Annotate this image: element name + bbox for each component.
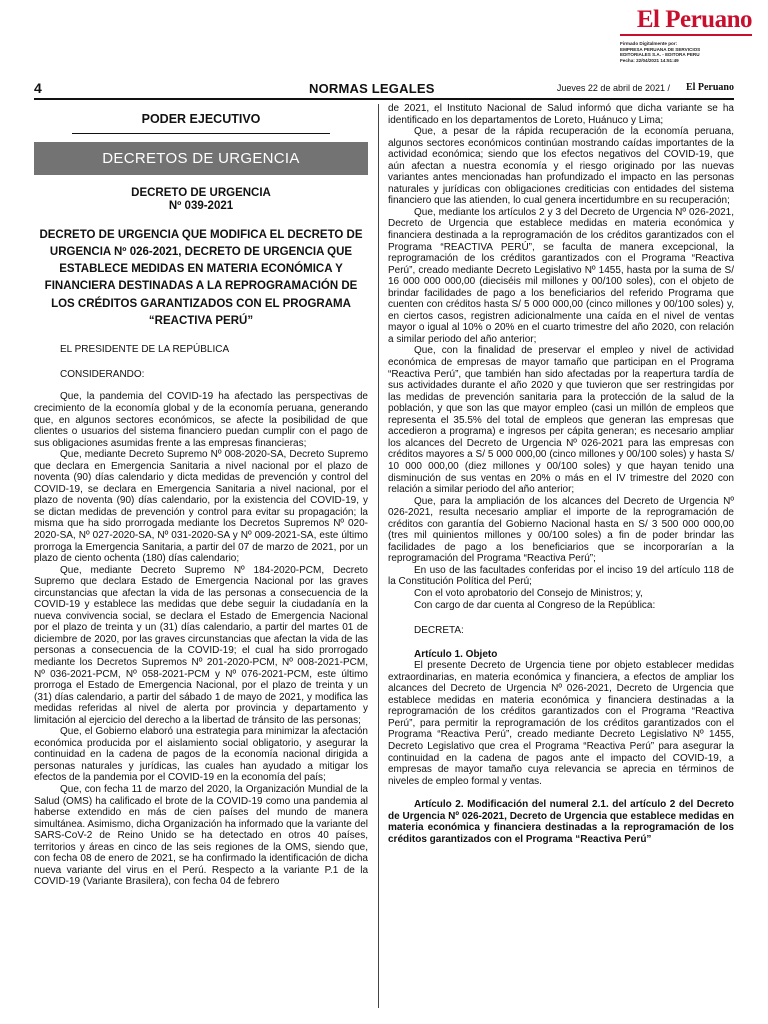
running-head — [34, 80, 734, 100]
right-column — [388, 103, 734, 845]
paragraph: Que, con fecha 11 de marzo del 2020, la Organización Mundial de la Salud (OMS) ha calificado el brote de la COVID-19 como una pandemia al haberse extendido en más de cien países del mundo de manera simultánea. Asimismo, dicha Organización ha informado que la variante del SARS-CoV-2 de Reino Unido se ha detectado en otros 40 países, territorios y áreas en cinco de las seis regiones de la OMS, siendo que, con fecha 08 de enero de 2021, se ha confirmado la identificación de dicha nueva variante del virus en el Perú. Respecto a la variante P.1 de la COVID-19 (Variante Brasilera), con fecha 04 de febrero — [34, 784, 368, 888]
digital-signature-stamp: Firmado Digitalmente por: EMPRESA PERUANA DE SERVICIOS EDITORIALES S.A. - EDITORA PERU Fecha: 22/04/2021 14:51:49 — [620, 41, 701, 63]
issue-date: Jueves 22 de abril de 2021 / — [556, 83, 670, 93]
publication-name: El Peruano — [685, 82, 734, 93]
decree-number-block — [34, 187, 368, 213]
column-divider — [378, 104, 379, 1008]
poder-ejecutivo-heading: PODER EJECUTIVO — [72, 106, 330, 134]
paragraph: Que, la pandemia del COVID-19 ha afectado las perspectivas de crecimiento de la economía global y de la economía peruana, generando que, en algunos sectores económicos, se afecte la posibilidad de que clientes o usuarios del sistema financiero puedan cumplir con el pago de sus obligaciones asumidas frente a las empresas financieras; — [34, 391, 368, 449]
decree-number: Nº 039-2021 — [168, 199, 234, 212]
logo-underline — [620, 34, 752, 36]
paragraph: Que, para la ampliación de los alcances del Decreto de Urgencia Nº 026-2021, resulta necesario ampliar el importe de la reprogramación de créditos con garantía del Gobierno Nacional hasta en S/ 3 500 000 000,00 (tres mil quinientos millones y 00/100 soles) a fin de poder brindar las facilidades de pago a los beneficiarios que se incorporarían a la reprogramación del Programa “Reactiva Perú”; — [388, 495, 734, 565]
paragraph: Que, mediante Decreto Supremo Nº 184-2020-PCM, Decreto Supremo que declara Estado de Emergencia Nacional por las graves circunstancias que afectan la vida de las personas a consecuencia de la COVID-19 y establece las medidas que debe seguir la ciudadanía en la nueva convivencia social, se declara el Estado de Emergencia Nacional por el plazo de treinta y un (31) días calendario, a partir del martes 01 de diciembre de 2020, por las graves circunstancias que afectan la vida de las personas a consecuencia de la COVID-19; el cual ha sido prorrogado mediante los Decretos Supremos Nº 201-2020-PCM, Nº 008-2021-PCM, Nº 036-2021-PCM, Nº 058-2021-PCM y Nº 076-2021-PCM, este último prorroga el Estado de Emergencia Nacional, por el plazo de treinta y un (31) días calendario, a partir del sábado 1 de mayo de 2021, y modifica las medidas referidas al nivel de alerta por provincia y departamento y limitación al ejercicio del derecho a la libertad de tránsito de las personas; — [34, 564, 368, 726]
masthead — [0, 0, 768, 78]
section-title: NORMAS LEGALES — [309, 81, 435, 96]
article-2-heading: Artículo 2. Modificación del numeral 2.1. del artículo 2 del Decreto de Urgencia Nº 026-2021, Decreto de Urgencia que establece medidas en materia económica y financiera destinadas a la reprogramación de los créditos garantizados con el Programa “Reactiva Perú” — [388, 799, 734, 845]
decree-title: DECRETO DE URGENCIA QUE MODIFICA EL DECRETO DE URGENCIA Nº 026-2021, DECRETO DE URGENCIA QUE ESTABLECE MEDIDAS EN MATERIA ECONÓMICA Y FINANCIERA DESTINADAS A LA REPROGRAMACIÓN DE LOS CRÉDITOS GARANTIZADOS CON EL PROGRAMA “REACTIVA PERÚ” — [39, 228, 363, 328]
considerando-heading: CONSIDERANDO: — [60, 368, 145, 380]
paragraph: Que, con la finalidad de preservar el empleo y nivel de actividad económica de empresas de mayor tamaño que participan en el Programa “Reactiva Perú”, que también han sido afectadas por la reapertura tardía de sus actividades durante el año 2020 y que tuvieron que ser restringidas por las medidas de prevención sanitaria para la protección de la salud de la población, y que son las que mayor empleo (casi un millón de empleos que representa el 35.5% del total de empleos que generan las empresas que accedieron a programa) e ingresos per cápita generan; es necesario ampliar los alcances del Decreto de Urgencia Nº 026-2021 para las empresas con créditos mayores a S/ 5 000 000,00 (cinco millones y 00/100 soles) y hasta S/ 10 000 000,00 (diez millones y 00/100 soles) y que hayan tenido una disminución de sus ventas en 20% o más en el IV trimestre del 2020 con relación a similar periodo del año anterior; — [388, 345, 734, 496]
paragraph: Que, mediante los artículos 2 y 3 del Decreto de Urgencia Nº 026-2021, Decreto de Urgencia que establece medidas en materia económica y financiera destinada a la reprogramación de los créditos garantizados con el Programa “REACTIVA PERÚ”, se faculta de manera excepcional, la reprogramación de los créditos garantizados con el Programa “Reactiva Perú”, creado mediante Decreto Legislativo Nº 1455, hasta por la suma de S/ 16 000 000 000,00 (dieciséis mil millones y 00/100 soles), con el objeto de brindar facilidades de pago a los beneficiarios del referido Programa que cuenten con créditos hasta S/ 5 000 000,00 (cinco millones y 00/100 soles) y, en ciertos casos, registren adicionalmente una caída en el nivel de ventas mayor o igual al 10% o 20% en el cuarto trimestre del año 2020, con relación a similar periodo del año anterior; — [388, 206, 734, 345]
paragraph: Con el voto aprobatorio del Consejo de Ministros; y, — [414, 587, 643, 599]
el-peruano-logo: El Peruano — [636, 6, 752, 33]
page-number: 4 — [34, 80, 42, 96]
left-column — [34, 106, 368, 888]
paragraph: En uso de las facultades conferidas por el inciso 19 del artículo 118 de la Constitución Política del Perú; — [388, 564, 734, 588]
paragraph: Que, el Gobierno elaboró una estrategia para minimizar la afectación económica producida por el aislamiento social obligatorio, y asegurar la continuidad en la cadena de pagos de la economía nacional dirigida a personas naturales y jurídicas, las cuales han ayudado a mitigar los efectos de la pandemia por el COVID-19 en la economía del país; — [34, 726, 368, 784]
paragraph: Que, a pesar de la rápida recuperación de la economía peruana, algunos sectores económicos continúan mostrando caídas importantes de la actividad económica; siendo que los efectos negativos del COVID-19, que aún afectan a nuestra economía y el riesgo originado por las nuevas variantes antes mencionadas han profundizado el impacto en las personas naturales y jurídicas con obligaciones crediticias con entidades del sistema financiero que las atienden, lo cual genera incertidumbre en su recuperación; — [388, 126, 734, 207]
decretos-de-urgencia-banner: DECRETOS DE URGENCIA — [34, 142, 368, 175]
paragraph: de 2021, el Instituto Nacional de Salud informó que dicha variante se ha identificado en los departamentos de Loreto, Huánuco y Lima; — [388, 103, 734, 126]
decree-label: DECRETO DE URGENCIA — [131, 186, 271, 199]
decreta-heading: DECRETA: — [414, 625, 464, 637]
president-line: EL PRESIDENTE DE LA REPÚBLICA — [60, 344, 230, 356]
article-1-body: El presente Decreto de Urgencia tiene por objeto establecer medidas extraordinarias, en materia económica y financiera, a efectos de ampliar los alcances del Decreto de Urgencia Nº 026-2021, Decreto de Urgencia que establece medidas en materia económica y financiera destinadas a la reprogramación de los créditos garantizados con el Programa “Reactiva Perú”, para permitir la reprogramación de los créditos garantizados con el Programa “Reactiva Perú”, creado mediante Decreto Legislativo Nº 1455, Decreto Legislativo que crea el Programa “Reactiva Perú” para asegurar la continuidad en la cadena de pagos ante el impacto del COVID-19, a empresas de mayor tamaño cuya relevancia se aprecia en términos de niveles de empleo formal y ventas. — [388, 660, 734, 787]
article-1-title: Artículo 1. Objeto — [414, 648, 498, 660]
paragraph: Con cargo de dar cuenta al Congreso de la República: — [414, 599, 656, 611]
paragraph: Que, mediante Decreto Supremo Nº 008-2020-SA, Decreto Supremo que declara en Emergencia Sanitaria a nivel nacional por el plazo de noventa (90) días calendario y dicta medidas de prevención y control del COVID-19, se declara en Emergencia Sanitaria a nivel nacional, por el plazo de noventa (90) días calendario, por la existencia del COVID-19, y se dictan medidas de prevención y control para evitar su propagación; la misma que ha sido prorrogada mediante los Decretos Supremos Nº 020-2020-SA, Nº 027-2020-SA, Nº 031-2020-SA y Nº 009-2021-SA, este último prorroga la Emergencia Sanitaria, a partir del 07 de marzo de 2021, por un plazo de ciento ochenta (180) días calendario; — [34, 449, 368, 565]
